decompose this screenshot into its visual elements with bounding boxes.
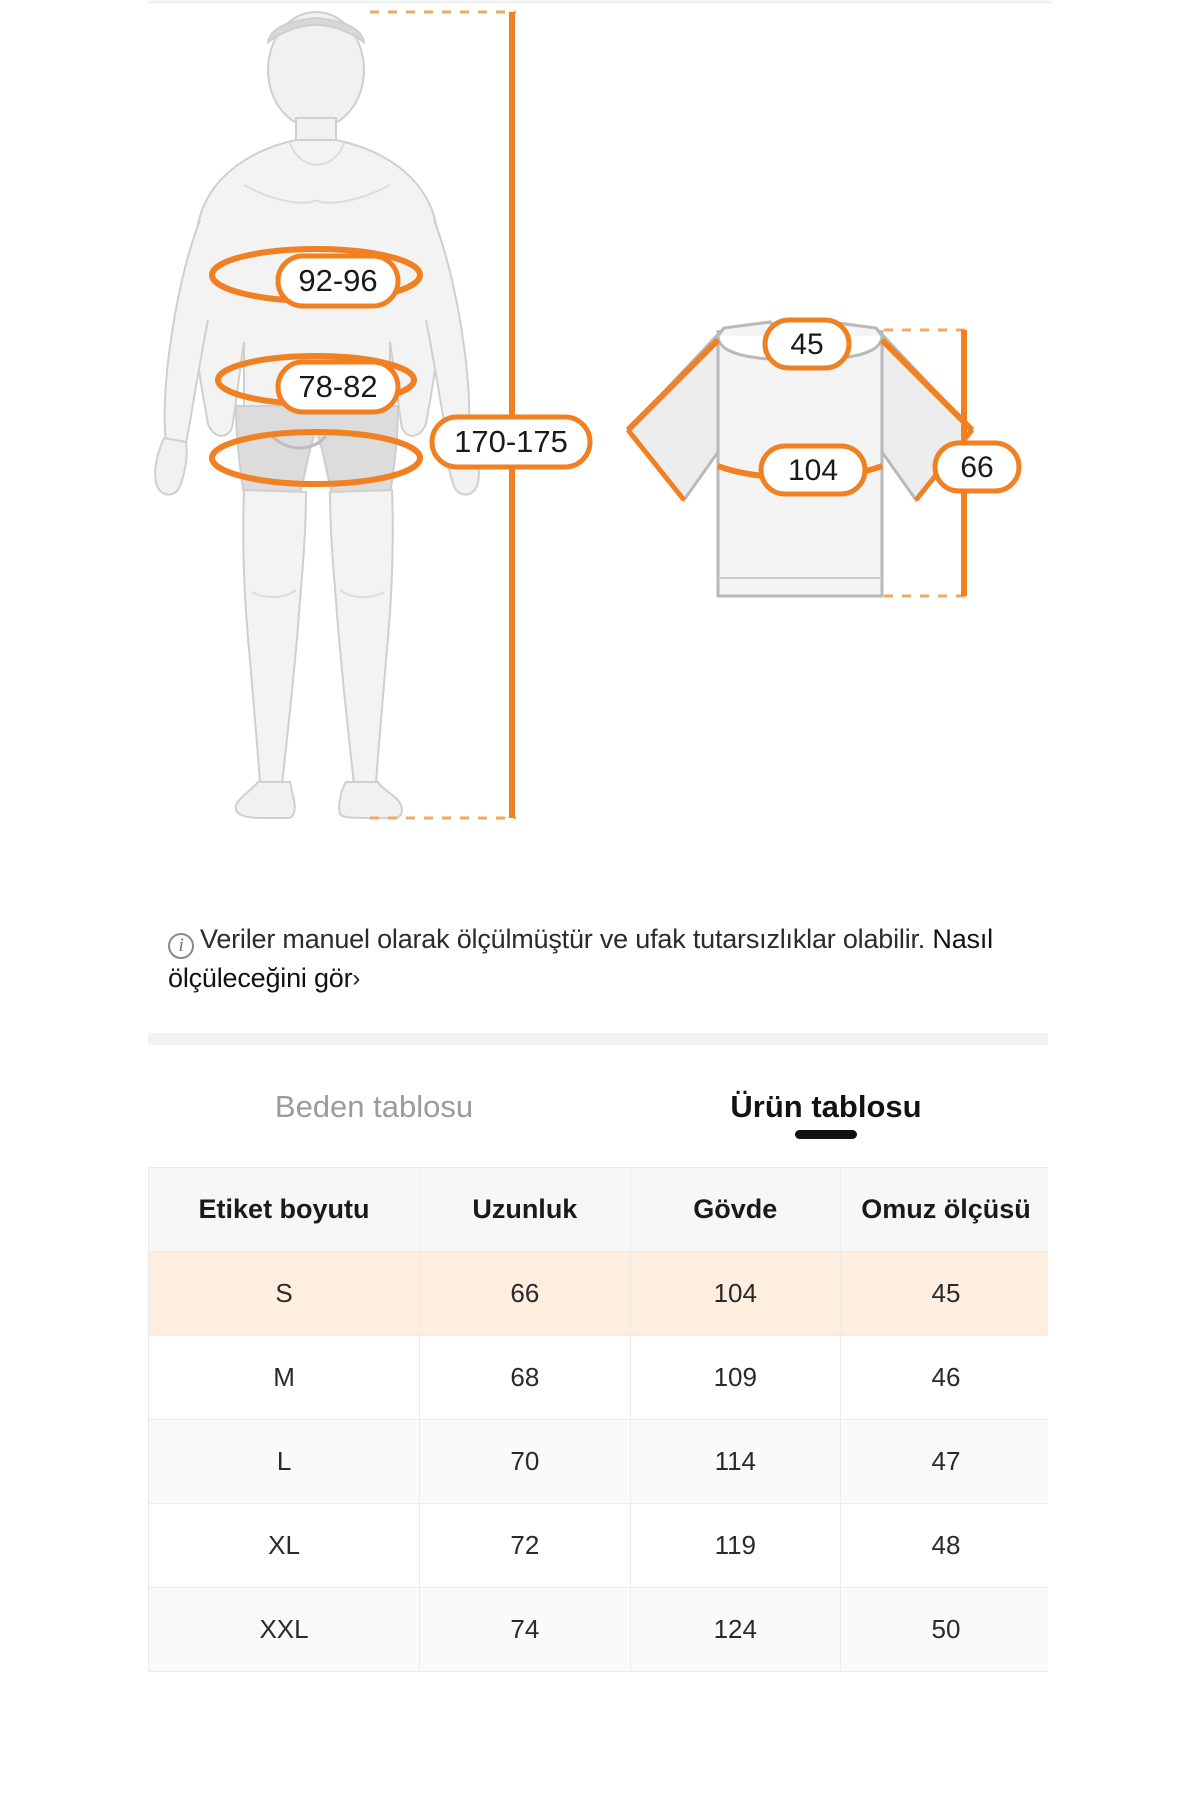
cell-size: M bbox=[149, 1336, 420, 1420]
column-header-govde: Gövde bbox=[630, 1168, 840, 1252]
garment-chest-label bbox=[761, 446, 865, 494]
waist-label bbox=[278, 362, 398, 412]
garment-length-label bbox=[935, 443, 1019, 491]
section-divider bbox=[0, 1033, 1200, 1045]
cell-length: 70 bbox=[420, 1420, 630, 1504]
svg-text:78-82: 78-82 bbox=[298, 369, 378, 404]
cell-shoulder: 47 bbox=[841, 1420, 1051, 1504]
measurement-note bbox=[168, 920, 1052, 1027]
table-row[interactable] bbox=[149, 1504, 1051, 1588]
size-table-container bbox=[148, 1167, 1052, 1672]
table-row[interactable] bbox=[149, 1252, 1051, 1336]
cell-length: 74 bbox=[420, 1588, 630, 1672]
height-label bbox=[432, 417, 590, 467]
column-header-etiket-boyutu: Etiket boyutu bbox=[149, 1168, 420, 1252]
cell-body: 109 bbox=[630, 1336, 840, 1420]
cell-shoulder: 50 bbox=[841, 1588, 1051, 1672]
body-figure bbox=[155, 12, 479, 818]
svg-text:170-175: 170-175 bbox=[454, 424, 568, 459]
table-row[interactable] bbox=[149, 1336, 1051, 1420]
cell-body: 119 bbox=[630, 1504, 840, 1588]
tab-label: Ürün tablosu bbox=[730, 1089, 922, 1125]
table-row[interactable] bbox=[149, 1588, 1051, 1672]
size-guide-tabs bbox=[148, 1045, 1052, 1149]
svg-text:104: 104 bbox=[787, 454, 839, 487]
table-header-row bbox=[149, 1168, 1051, 1252]
chevron-right-icon[interactable]: › bbox=[352, 965, 361, 992]
cell-body: 104 bbox=[630, 1252, 840, 1336]
svg-text:66: 66 bbox=[960, 451, 994, 484]
cell-length: 68 bbox=[420, 1336, 630, 1420]
cell-shoulder: 48 bbox=[841, 1504, 1051, 1588]
size-table bbox=[149, 1168, 1051, 1671]
cell-length: 66 bbox=[420, 1252, 630, 1336]
cell-size: L bbox=[149, 1420, 420, 1504]
cell-body: 114 bbox=[630, 1420, 840, 1504]
column-header-uzunluk: Uzunluk bbox=[420, 1168, 630, 1252]
cell-shoulder: 45 bbox=[841, 1252, 1051, 1336]
cell-size: XL bbox=[149, 1504, 420, 1588]
svg-text:92-96: 92-96 bbox=[298, 263, 378, 298]
tab-label: Beden tablosu bbox=[274, 1089, 474, 1125]
tab-urun-tablosu[interactable] bbox=[600, 1089, 1052, 1139]
cell-shoulder: 46 bbox=[841, 1336, 1051, 1420]
cell-size: S bbox=[149, 1252, 420, 1336]
column-header-omuz-olcusu: Omuz ölçüsü bbox=[841, 1168, 1051, 1252]
info-icon: i bbox=[168, 933, 194, 959]
tab-beden-tablosu[interactable] bbox=[148, 1089, 600, 1139]
cell-length: 72 bbox=[420, 1504, 630, 1588]
chest-label bbox=[278, 256, 398, 306]
svg-text:45: 45 bbox=[790, 328, 824, 361]
garment-shoulder-label bbox=[765, 320, 849, 368]
active-tab-underline bbox=[795, 1130, 857, 1139]
how-to-measure-link[interactable]: Nasıl ölçüleceğini gör bbox=[168, 924, 993, 993]
table-row[interactable] bbox=[149, 1420, 1051, 1504]
cell-size: XXL bbox=[149, 1588, 420, 1672]
measurement-note-text: Veriler manuel olarak ölçülmüştür ve ufak tutarsızlıklar olabilir. bbox=[200, 924, 926, 954]
cell-body: 124 bbox=[630, 1588, 840, 1672]
